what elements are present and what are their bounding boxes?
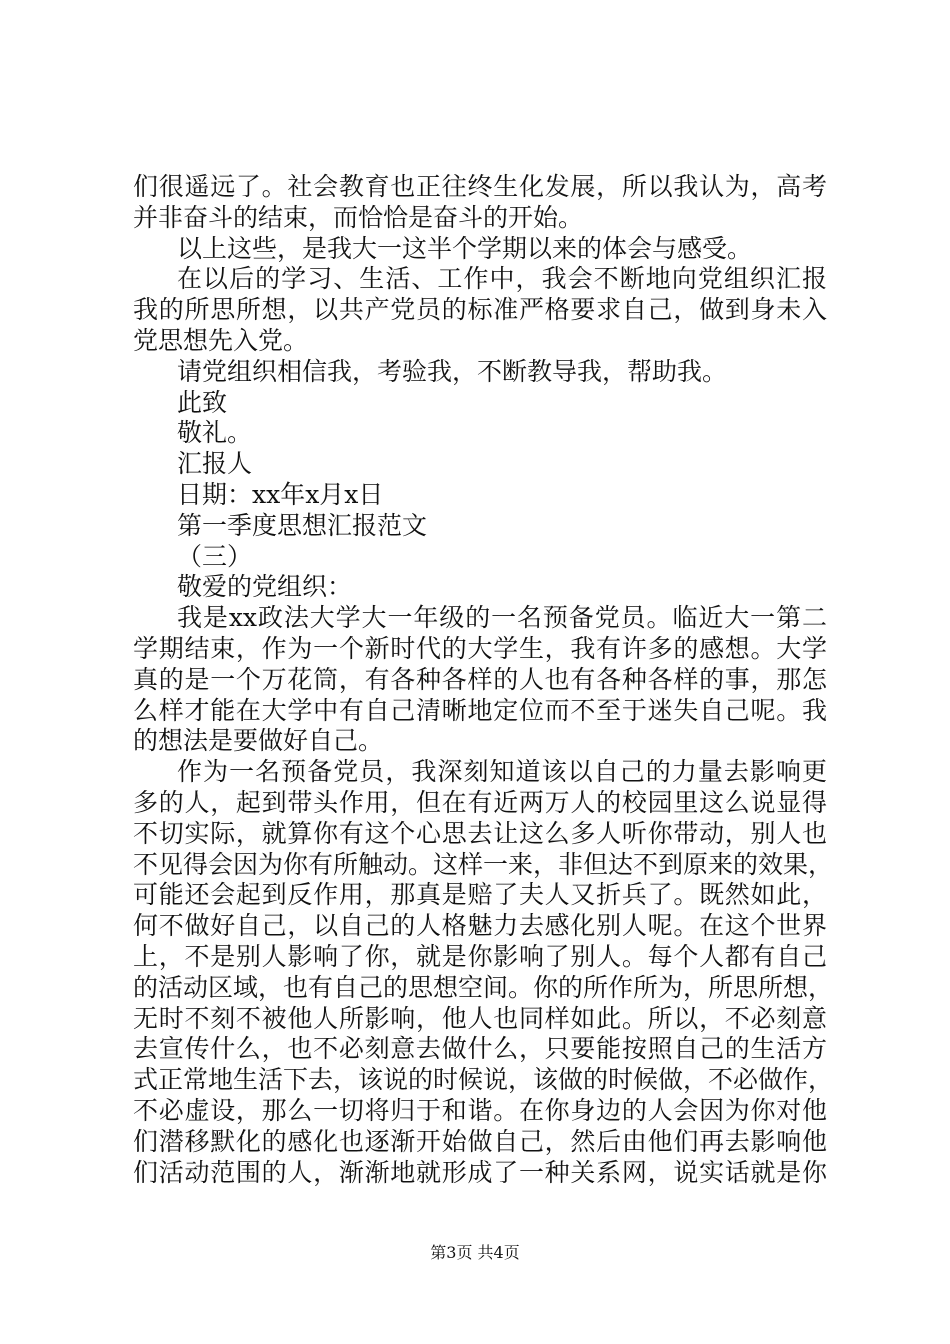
text-line: 不见得会因为你有所触动。这样一来，非但达不到原来的效果， [133, 849, 834, 879]
text-line: 何不做好自己，以自己的人格魅力去感化别人呢。在这个世界 [133, 911, 827, 941]
text-line: 式正常地生活下去，该说的时候说，该做的时候做，不必做作， [133, 1065, 834, 1095]
document-body [133, 172, 834, 1188]
text-line: 不必虚设，那么一切将归于和谐。在你身边的人会因为你对他 [133, 1095, 827, 1125]
text-line: 上，不是别人影响了你，就是你影响了别人。每个人都有自己 [133, 941, 827, 971]
text-line: 们很遥远了。社会教育也正往终生化发展，所以我认为，高考 [133, 172, 827, 201]
text-line: 并非奋斗的结束，而恰恰是奋斗的开始。 [133, 202, 584, 232]
section-title: 第一季度思想汇报范文 [177, 510, 428, 540]
text-line: 无时不刻不被他人所影响，他人也同样如此。所以，不必刻意 [133, 1003, 827, 1033]
text-line: 我的所思所想，以共产党员的标准严格要求自己，做到身未入 [133, 295, 827, 325]
reporter-label: 汇报人 [177, 449, 253, 479]
text-line: 多的人，起到带头作用，但在有近两万人的校园里这么说显得 [133, 787, 827, 817]
text-line: 请党组织相信我，考验我，不断教导我，帮助我。 [177, 356, 728, 386]
text-line: 们潜移默化的感化也逐渐开始做自己，然后由他们再去影响他 [133, 1126, 827, 1156]
text-line: 在以后的学习、生活、工作中，我会不断地向党组织汇报 [177, 264, 827, 294]
text-line: 可能还会起到反作用，那真是赔了夫人又折兵了。既然如此， [133, 880, 827, 910]
text-line: 以上这些，是我大一这半个学期以来的体会与感受。 [177, 233, 753, 263]
text-line: 真的是一个万花筒，有各种各样的人也有各种各样的事，那怎 [133, 664, 827, 694]
text-line: 的想法是要做好自己。 [133, 726, 384, 756]
date-line: 日期：xx年x月x日 [177, 479, 384, 509]
text-line: 学期结束，作为一个新时代的大学生，我有许多的感想。大学 [133, 633, 827, 663]
greeting: 敬爱的党组织： [177, 572, 353, 602]
closing-salutation: 此致 [177, 387, 228, 417]
text-line: 不切实际，就算你有这个心思去让这么多人听你带动，别人也 [133, 818, 827, 848]
closing-regards: 敬礼。 [177, 418, 253, 448]
text-line: 我是xx政法大学大一年级的一名预备党员。临近大一第二 [177, 603, 827, 633]
page-number-footer: 第3页 共4页 [430, 1243, 520, 1262]
text-line: 们活动范围的人，渐渐地就形成了一种关系网，说实话就是你 [133, 1157, 827, 1187]
text-line: 作为一名预备党员，我深刻知道该以自己的力量去影响更 [177, 757, 827, 787]
text-line: 的活动区域，也有自己的思想空间。你的所作所为，所思所想， [133, 972, 834, 1002]
text-line: 党思想先入党。 [133, 325, 309, 355]
section-number: （三） [177, 541, 253, 571]
text-line: 去宣传什么，也不必刻意去做什么，只要能按照自己的生活方 [133, 1034, 827, 1064]
text-line: 么样才能在大学中有自己清晰地定位而不至于迷失自己呢。我 [133, 695, 827, 725]
